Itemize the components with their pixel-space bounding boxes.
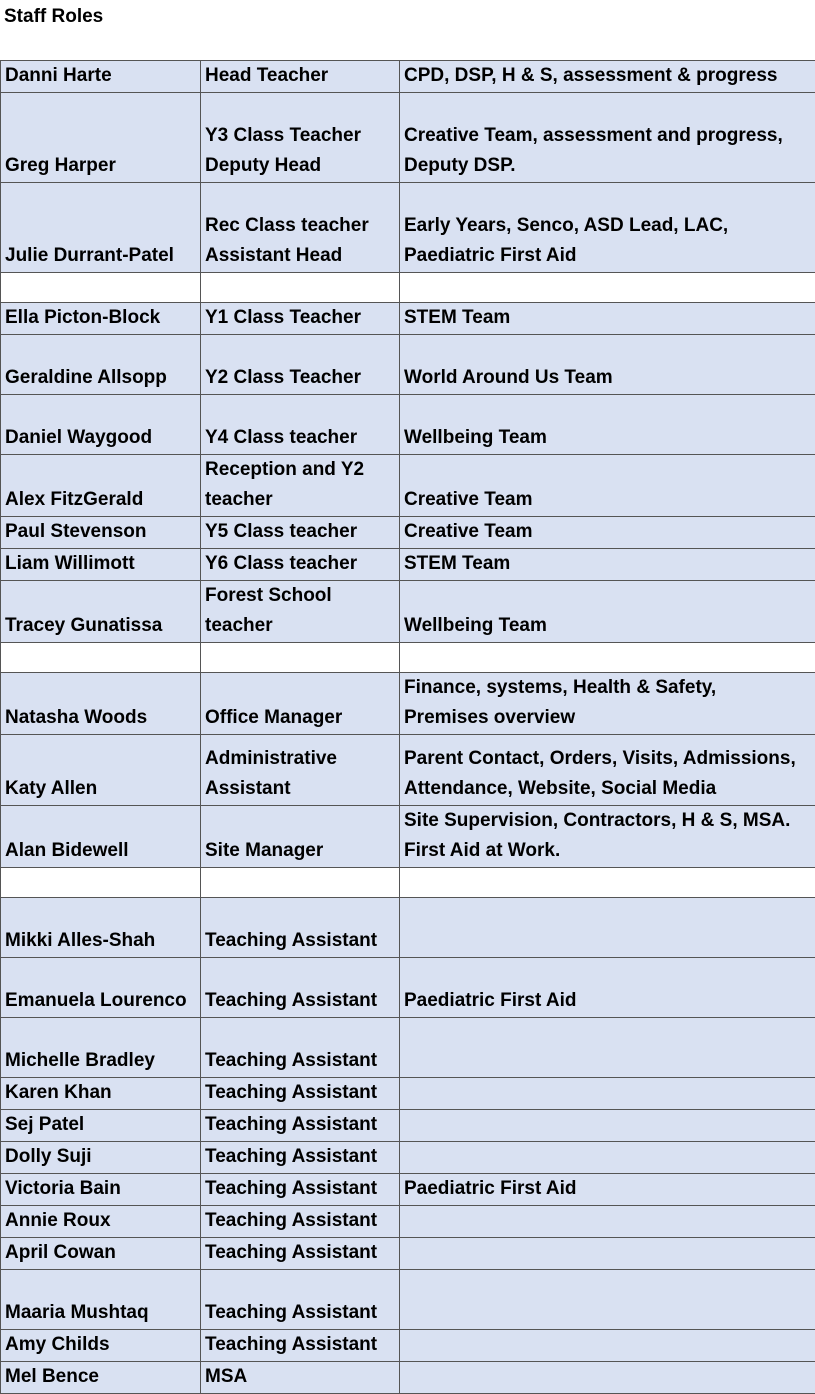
table-row — [1, 455, 815, 517]
staff-responsibility-cell[interactable] — [400, 1362, 815, 1394]
staff-responsibility-cell[interactable] — [400, 1330, 815, 1362]
staff-name-cell[interactable]: Dolly Suji — [1, 1142, 201, 1174]
table-row — [1, 517, 815, 549]
staff-role-cell[interactable]: Rec Class teacher Assistant Head — [201, 183, 400, 273]
staff-responsibility-cell[interactable]: Early Years, Senco, ASD Lead, LAC, Paediatric First Aid — [400, 183, 815, 273]
table-row — [1, 303, 815, 335]
table-row — [1, 1110, 815, 1142]
staff-responsibility-cell[interactable] — [400, 1206, 815, 1238]
staff-role-cell[interactable]: Teaching Assistant — [201, 958, 400, 1018]
staff-name-cell[interactable]: Alan Bidewell — [1, 806, 201, 868]
staff-responsibility-cell[interactable]: Paediatric First Aid — [400, 1174, 815, 1206]
staff-name-cell[interactable]: Danni Harte — [1, 61, 201, 93]
staff-name-cell[interactable]: Karen Khan — [1, 1078, 201, 1110]
staff-name-cell[interactable]: Victoria Bain — [1, 1174, 201, 1206]
title-cell[interactable] — [0, 0, 815, 60]
staff-name-cell[interactable]: Maaria Mushtaq — [1, 1270, 201, 1330]
staff-name-cell[interactable]: Tracey Gunatissa — [1, 581, 201, 643]
staff-name-cell[interactable]: Amy Childs — [1, 1330, 201, 1362]
staff-role-cell[interactable]: Teaching Assistant — [201, 1238, 400, 1270]
staff-responsibility-cell[interactable]: Finance, systems, Health & Safety, Premises overview — [400, 673, 815, 735]
staff-responsibility-cell[interactable] — [400, 1142, 815, 1174]
staff-role-cell[interactable]: MSA — [201, 1362, 400, 1394]
staff-role-cell[interactable]: Teaching Assistant — [201, 1078, 400, 1110]
table-row — [1, 335, 815, 395]
staff-role-cell[interactable]: Teaching Assistant — [201, 1270, 400, 1330]
staff-role-cell[interactable]: Teaching Assistant — [201, 1206, 400, 1238]
staff-role-cell[interactable]: Y2 Class Teacher — [201, 335, 400, 395]
table-row — [1, 806, 815, 868]
staff-role-cell[interactable]: Teaching Assistant — [201, 1174, 400, 1206]
staff-name-cell[interactable]: Annie Roux — [1, 1206, 201, 1238]
staff-name-cell[interactable]: Alex FitzGerald — [1, 455, 201, 517]
staff-name-cell[interactable] — [1, 273, 201, 303]
staff-name-cell[interactable]: Ella Picton-Block — [1, 303, 201, 335]
staff-name-cell[interactable]: Paul Stevenson — [1, 517, 201, 549]
staff-responsibility-cell[interactable] — [400, 643, 815, 673]
staff-name-cell[interactable]: Katy Allen — [1, 735, 201, 806]
staff-responsibility-cell[interactable]: STEM Team — [400, 303, 815, 335]
staff-responsibility-cell[interactable] — [400, 1110, 815, 1142]
staff-responsibility-cell[interactable]: Wellbeing Team — [400, 581, 815, 643]
staff-responsibility-cell[interactable]: Creative Team — [400, 455, 815, 517]
staff-responsibility-cell[interactable]: Paediatric First Aid — [400, 958, 815, 1018]
staff-role-cell[interactable]: Teaching Assistant — [201, 898, 400, 958]
staff-name-cell[interactable]: Michelle Bradley — [1, 1018, 201, 1078]
staff-name-cell[interactable]: Mikki Alles-Shah — [1, 898, 201, 958]
staff-role-cell[interactable]: Y4 Class teacher — [201, 395, 400, 455]
staff-name-cell[interactable]: Sej Patel — [1, 1110, 201, 1142]
table-row — [1, 1174, 815, 1206]
staff-role-cell[interactable]: Y3 Class Teacher Deputy Head — [201, 93, 400, 183]
staff-role-cell[interactable]: Y5 Class teacher — [201, 517, 400, 549]
staff-name-cell[interactable] — [1, 643, 201, 673]
staff-role-cell[interactable]: Y6 Class teacher — [201, 549, 400, 581]
staff-name-cell[interactable]: Greg Harper — [1, 93, 201, 183]
staff-name-cell[interactable]: Natasha Woods — [1, 673, 201, 735]
blank-row — [1, 868, 815, 898]
table-row — [1, 1270, 815, 1330]
staff-name-cell[interactable]: Liam Willimott — [1, 549, 201, 581]
staff-name-cell[interactable]: Emanuela Lourenco — [1, 958, 201, 1018]
table-row — [1, 1078, 815, 1110]
table-row — [1, 958, 815, 1018]
staff-responsibility-cell[interactable] — [400, 1270, 815, 1330]
staff-responsibility-cell[interactable]: Parent Contact, Orders, Visits, Admissions, Attendance, Website, Social Media — [400, 735, 815, 806]
staff-role-cell[interactable]: Reception and Y2 teacher — [201, 455, 400, 517]
staff-role-cell[interactable]: Teaching Assistant — [201, 1142, 400, 1174]
table-row — [1, 1018, 815, 1078]
table-row — [1, 581, 815, 643]
staff-responsibility-cell[interactable]: Wellbeing Team — [400, 395, 815, 455]
sheet-title: Staff Roles — [4, 6, 103, 28]
table-row — [1, 735, 815, 806]
staff-responsibility-cell[interactable]: Creative Team — [400, 517, 815, 549]
blank-row — [1, 643, 815, 673]
table-row — [1, 898, 815, 958]
staff-role-cell[interactable]: Office Manager — [201, 673, 400, 735]
staff-role-cell[interactable]: Teaching Assistant — [201, 1330, 400, 1362]
table-row — [1, 673, 815, 735]
table-row — [1, 93, 815, 183]
staff-responsibility-cell[interactable]: STEM Team — [400, 549, 815, 581]
staff-role-cell[interactable] — [201, 643, 400, 673]
staff-role-cell[interactable]: Y1 Class Teacher — [201, 303, 400, 335]
staff-name-cell[interactable]: Julie Durrant-Patel — [1, 183, 201, 273]
table-row — [1, 183, 815, 273]
table-row — [1, 1330, 815, 1362]
staff-responsibility-cell[interactable] — [400, 1078, 815, 1110]
staff-name-cell[interactable] — [1, 868, 201, 898]
staff-role-cell[interactable]: Forest School teacher — [201, 581, 400, 643]
table-row — [1, 1142, 815, 1174]
staff-role-cell[interactable]: Teaching Assistant — [201, 1018, 400, 1078]
staff-role-cell[interactable]: Site Manager — [201, 806, 400, 868]
staff-name-cell[interactable]: Geraldine Allsopp — [1, 335, 201, 395]
staff-name-cell[interactable]: Mel Bence — [1, 1362, 201, 1394]
table-row — [1, 1362, 815, 1394]
staff-role-cell[interactable]: Administrative Assistant — [201, 735, 400, 806]
staff-responsibility-cell[interactable]: Site Supervision, Contractors, H & S, MSA. First Aid at Work. — [400, 806, 815, 868]
staff-responsibility-cell[interactable] — [400, 1238, 815, 1270]
staff-responsibility-cell[interactable]: Creative Team, assessment and progress, Deputy DSP. — [400, 93, 815, 183]
staff-responsibility-cell[interactable] — [400, 1018, 815, 1078]
table-row — [1, 395, 815, 455]
staff-role-cell[interactable] — [201, 273, 400, 303]
staff-name-cell[interactable]: Daniel Waygood — [1, 395, 201, 455]
staff-responsibility-cell[interactable] — [400, 898, 815, 958]
staff-name-cell[interactable]: April Cowan — [1, 1238, 201, 1270]
staff-table — [0, 60, 815, 1394]
blank-row — [1, 273, 815, 303]
table-row — [1, 549, 815, 581]
staff-role-cell[interactable] — [201, 868, 400, 898]
staff-role-cell[interactable]: Teaching Assistant — [201, 1110, 400, 1142]
staff-role-cell[interactable]: Head Teacher — [201, 61, 400, 93]
table-row — [1, 1206, 815, 1238]
staff-responsibility-cell[interactable]: World Around Us Team — [400, 335, 815, 395]
staff-responsibility-cell[interactable] — [400, 868, 815, 898]
staff-responsibility-cell[interactable] — [400, 273, 815, 303]
table-row — [1, 1238, 815, 1270]
staff-responsibility-cell[interactable]: CPD, DSP, H & S, assessment & progress — [400, 61, 815, 93]
table-row — [1, 61, 815, 93]
